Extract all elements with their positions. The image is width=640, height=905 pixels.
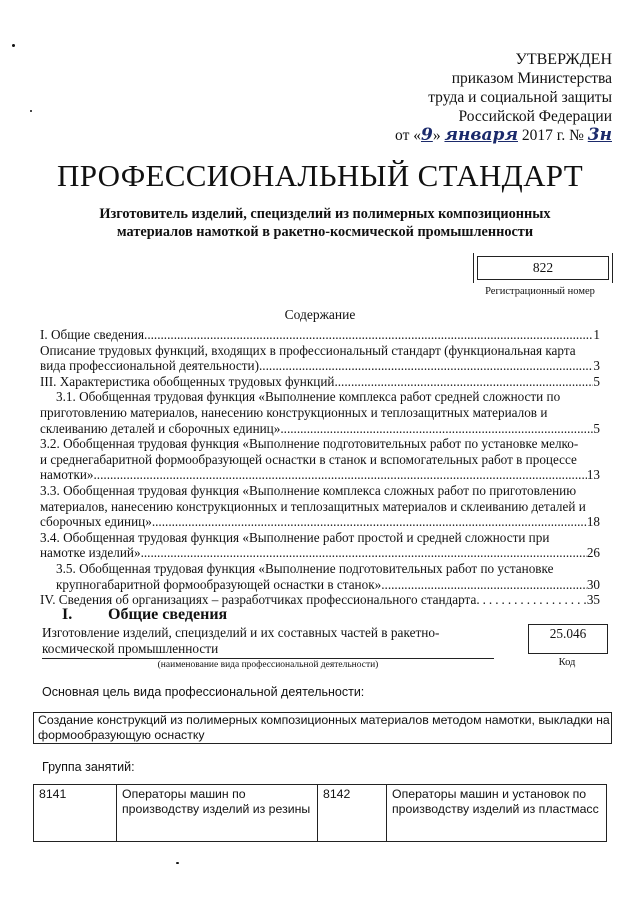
toc-entry[interactable]: 3.1. Обобщенная трудовая функция «Выполнение комплекса работ средней сложности по [56, 389, 561, 405]
toc-entry[interactable]: Описание трудовых функций, входящих в профессиональный стандарт (функциональная карта [40, 342, 576, 358]
scan-speck [176, 862, 179, 864]
occupation-name: Операторы машин по производству изделий из резины [117, 785, 318, 842]
approval-block [372, 50, 612, 145]
toc-entry[interactable]: I. Общие сведения ..... 1 [40, 327, 600, 343]
toc-entry[interactable]: IV. Сведения об организациях – разработчиках профессионального стандарта ..... 35 [40, 592, 600, 608]
occupation-table [33, 784, 607, 842]
toc-entry[interactable]: 3.5. Обобщенная трудовая функция «Выполнение подготовительных работ по установке [56, 560, 554, 576]
section-heading: I. Общие сведения [62, 606, 228, 623]
activity-code-box: 25.046 [528, 624, 608, 654]
standard-subtitle: Изготовитель изделий, специзделий из полимерных композиционных материалов намоткой в ракетно-космической промышленности [99, 206, 551, 240]
toc-entry[interactable]: 3.2. Обобщенная трудовая функция «Выполнение подготовительных работ по установке мелко- [40, 436, 579, 452]
registration-number-box: 822 [477, 256, 609, 280]
toc-entry[interactable]: 3.4. Обобщенная трудовая функция «Выполнение работ простой и средней сложности при [40, 529, 550, 545]
activity-kind: Изготовление изделий, специзделий и их составных частей в ракетно-космической промышленности [42, 625, 440, 656]
handwritten-day: 9 [420, 125, 433, 145]
activity-kind-caption: (наименование вида профессиональной деятельности) [157, 660, 379, 670]
table-of-contents: I. Общие сведения ..... 1 Описание трудовых функций, входящих в профессиональный стандарт (функциональная карта вида профессиональной деятельности) ..... 3 III. Характеристика обобщенных трудовых функций ..... 5 3.1. Обобщенная трудовая функция «Выполнение комплекса работ средней сложности по приготовлению материалов, нанесению конструкционных и теплозащитных материалов и склеиванию деталей и сборочных единиц» ..... 5 3.2. Обобщенная трудовая функция «Выполнение подготовительных работ по установке мелко- и среднегабаритной формообразующей оснастки в станок и вспомогательных работ в процессе намотки» ..... 13 3.3. Обобщенная трудовая функция «Выполнение комплекса сложных работ по приготовлению материалов, нанесению конструкционных и теплозащитных материалов и склеиванию деталей и сборочных единиц» ..... 18 3.4. Обобщенная трудовая функция «Выполнение работ простой и средней сложности при намотке изделий» ..... 26 3.5. Обобщенная трудовая функция «Выполнение подготовительных работ по установке крупногабаритной формообразующей оснастки в станок» ..... 30 IV. Сведения об организациях – разработчиках профессионального стандарта ..... 35 [40, 327, 600, 608]
occupation-group-label: Группа занятий: [42, 760, 135, 774]
handwritten-month: января [444, 125, 518, 145]
handwritten-number: 3н [587, 125, 612, 145]
approval-date-line: от «9» января 2017 г. № 3н [395, 125, 612, 145]
activity-kind-underline [42, 658, 494, 659]
approval-line: труда и социальной защиты [428, 89, 612, 106]
occupation-code: 8142 [318, 785, 387, 842]
activity-code-caption: Код [558, 657, 576, 668]
goal-label: Основная цель вида профессиональной деятельности: [42, 685, 365, 699]
approval-heading: УТВЕРЖДЕН [515, 51, 612, 68]
table-row [34, 785, 607, 842]
toc-entry[interactable]: 3.3. Обобщенная трудовая функция «Выполнение комплекса сложных работ по приготовлению [40, 482, 577, 498]
occupation-code: 8141 [34, 785, 117, 842]
toc-entry-continuation: вида профессиональной деятельности) ..... 3 [40, 358, 600, 374]
contents-heading: Содержание [284, 307, 356, 322]
occupation-name: Операторы машин и установок по производству изделий из пластмасс [387, 785, 607, 842]
scan-speck [12, 44, 15, 47]
registration-number-label: Регистрационный номер [485, 286, 595, 297]
goal-box: Создание конструкций из полимерных композиционных материалов методом намотки, выкладки на формообразующую оснастку [33, 712, 612, 744]
page-title: ПРОФЕССИОНАЛЬНЫЙ СТАНДАРТ [57, 158, 583, 193]
toc-entry[interactable]: III. Характеристика обобщенных трудовых функций ..... 5 [40, 374, 600, 390]
approval-line: Российской Федерации [458, 108, 612, 125]
approval-line: приказом Министерства [451, 70, 612, 87]
scan-speck [30, 110, 32, 112]
